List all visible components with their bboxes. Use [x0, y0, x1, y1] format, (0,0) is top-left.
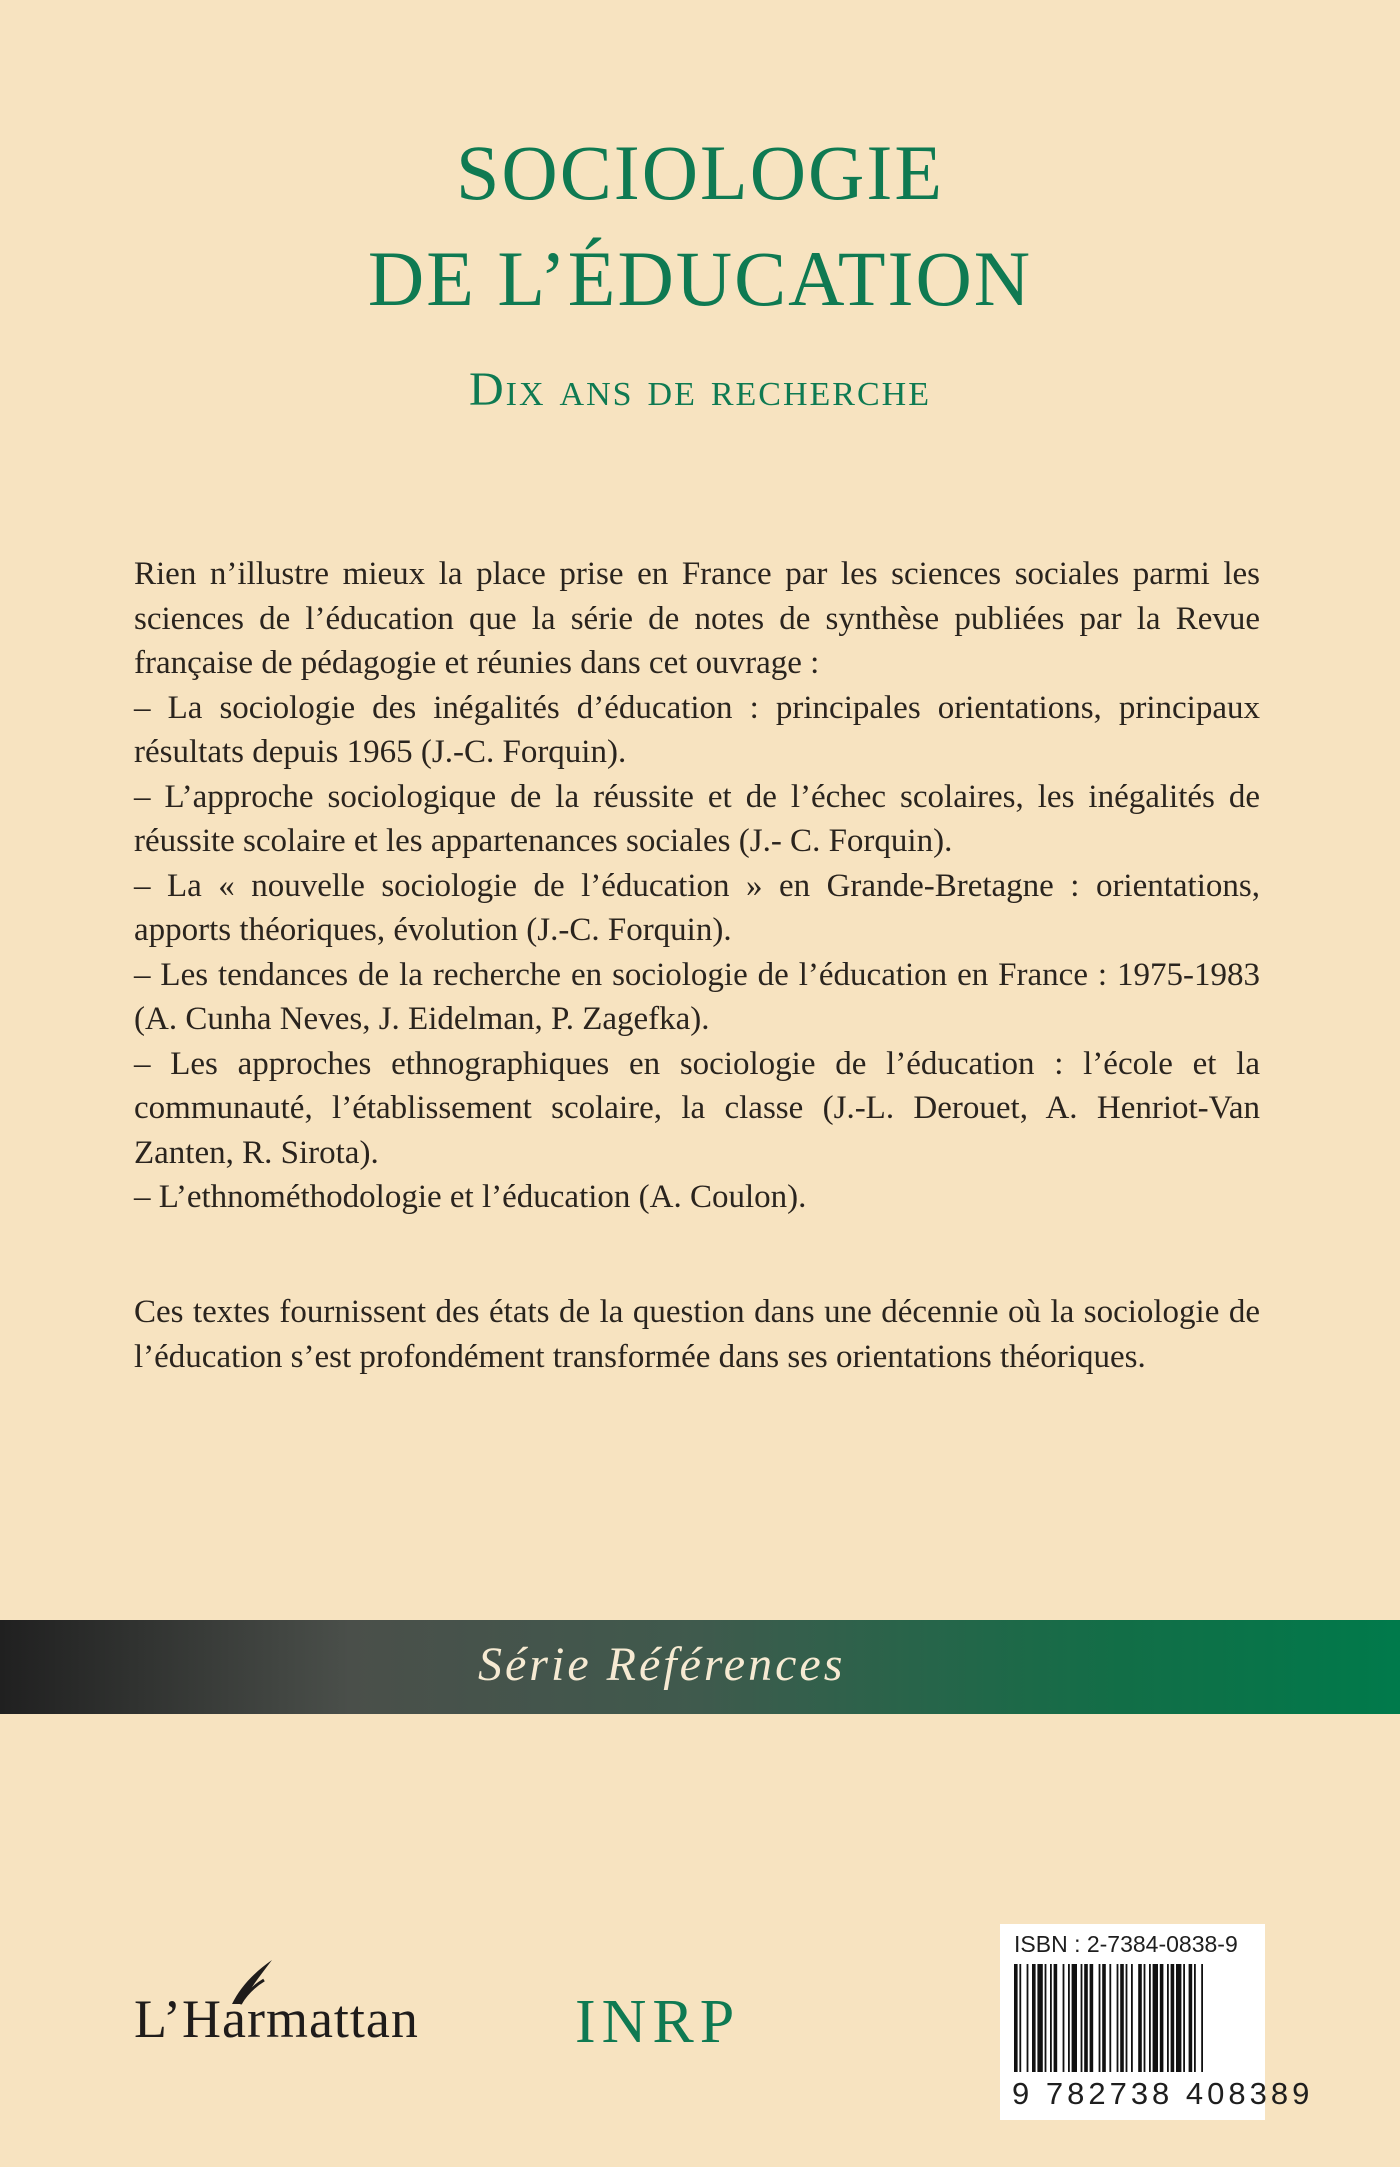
blurb-item: – Les tendances de la recherche en sociologie de l’éducation en France : 1975-1983 (A. Cunha Neves, J. Eidelman, P. Zagefka).	[134, 956, 1260, 1037]
book-subtitle: Dix ans de recherche	[468, 363, 931, 416]
blurb-item: – L’ethnométhodologie et l’éducation (A. Coulon).	[134, 1179, 807, 1215]
isbn-barcode-block	[1000, 1924, 1314, 2120]
publisher-name: L’Harmattan	[134, 1989, 419, 2049]
book-title-line-1: SOCIOLOGIE	[456, 129, 944, 216]
series-band	[0, 1620, 1400, 1714]
book-title-line-2: DE L’ÉDUCATION	[367, 235, 1033, 322]
barcode-digits: 9 782738 408389	[1012, 2076, 1314, 2111]
blurb-item: – L’approche sociologique de la réussite et de l’échec scolaires, les inégalités de réussite scolaire et les appartenances sociales (J.- C. Forquin).	[134, 778, 1260, 859]
back-cover-blurb	[134, 552, 1260, 1220]
blurb-intro: Rien n’illustre mieux la place prise en France par les sciences sociales parmi les sciences de l’éducation que la série de notes de synthèse publiées par la Revue française de pédagogie et réunies dans cet ouvrage :	[134, 556, 1260, 681]
blurb-item: – La sociologie des inégalités d’éducation : principales orientations, principaux résultats depuis 1965 (J.-C. Forquin).	[134, 689, 1260, 770]
blurb-closing: Ces textes fournissent des états de la question dans une décennie où la sociologie de l’éducation s’est profondément transformée dans ses orientations théoriques.	[134, 1294, 1260, 1375]
barcode-icon	[1014, 1964, 1252, 2072]
copublisher-name: INRP	[575, 1988, 741, 2056]
isbn-number: ISBN : 2-7384-0838-9	[1014, 1931, 1238, 1957]
blurb-closing-paragraph	[134, 1290, 1260, 1379]
publisher-logo	[134, 1958, 434, 2054]
blurb-item: – La « nouvelle sociologie de l’éducation » en Grande-Bretagne : orientations, apports théoriques, évolution (J.-C. Forquin).	[134, 867, 1260, 948]
blurb-item: – Les approches ethnographiques en sociologie de l’éducation : l’école et la communauté, l’établissement scolaire, la classe (J.-L. Derouet, A. Henriot-Van Zanten, R. Sirota).	[134, 1045, 1260, 1171]
series-label: Série Références	[478, 1638, 846, 1691]
